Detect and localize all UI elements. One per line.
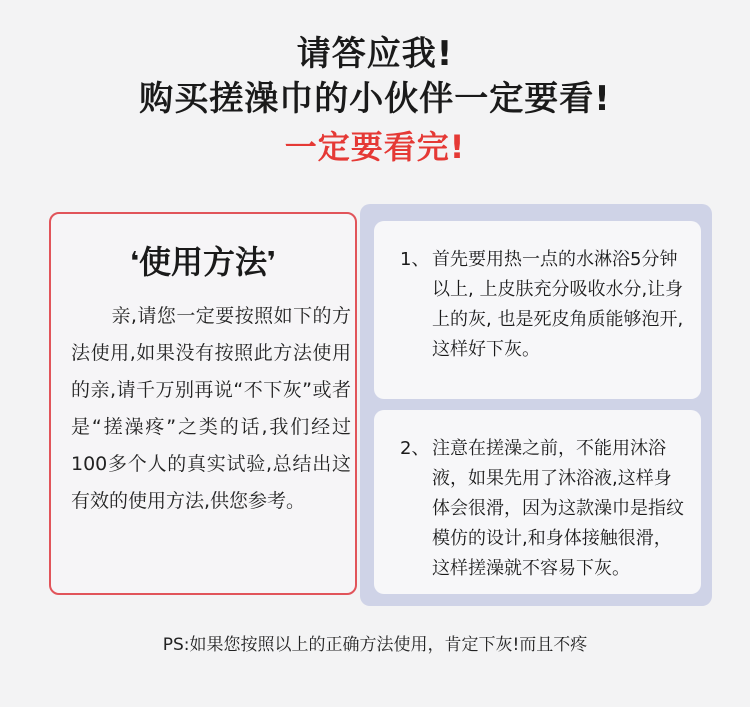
usage-method-title: [51, 242, 355, 282]
header-line-1: 请答应我!: [296, 34, 454, 74]
step-text: 注意在搓澡之前，不能用沐浴液，如果先用了沐浴液,这样身体会很滑，因为这款澡巾是指纹模仿的设计,和身体接触很滑，这样搓澡就不容易下灰。: [432, 438, 684, 579]
usage-method-body: [71, 298, 351, 520]
header: [0, 32, 750, 172]
usage-method-title-text: 使用方法: [138, 243, 267, 281]
step-number: 1、: [400, 249, 430, 270]
step-card-1: [374, 221, 701, 399]
usage-method-card: [49, 212, 357, 595]
ps-note: PS:如果您按照以上的正确方法使用，肯定下灰!而且不疼: [162, 635, 588, 655]
step-text: 首先要用热一点的水淋浴5分钟以上, 上皮肤充分吸收水分,让身上的灰, 也是死皮角质能够泡开,这样好下灰。: [432, 249, 684, 360]
step-card-2: [374, 410, 701, 594]
step-number: 2、: [400, 438, 430, 459]
header-line-3-highlight: 一定要看完!: [284, 128, 466, 166]
close-quote-mark: ❜: [267, 247, 277, 277]
header-line-2: 购买搓澡巾的小伙伴一定要看!: [139, 79, 611, 119]
open-quote-mark: ❛: [129, 247, 139, 277]
usage-method-body-text: 亲,请您一定要按照如下的方法使用,如果没有按照此方法使用的亲,请千万别再说“不下灰”或者是“搓澡疼”之类的话,我们经过100多个人的真实试验,总结出这有效的使用方法,供您参考。: [71, 305, 351, 512]
